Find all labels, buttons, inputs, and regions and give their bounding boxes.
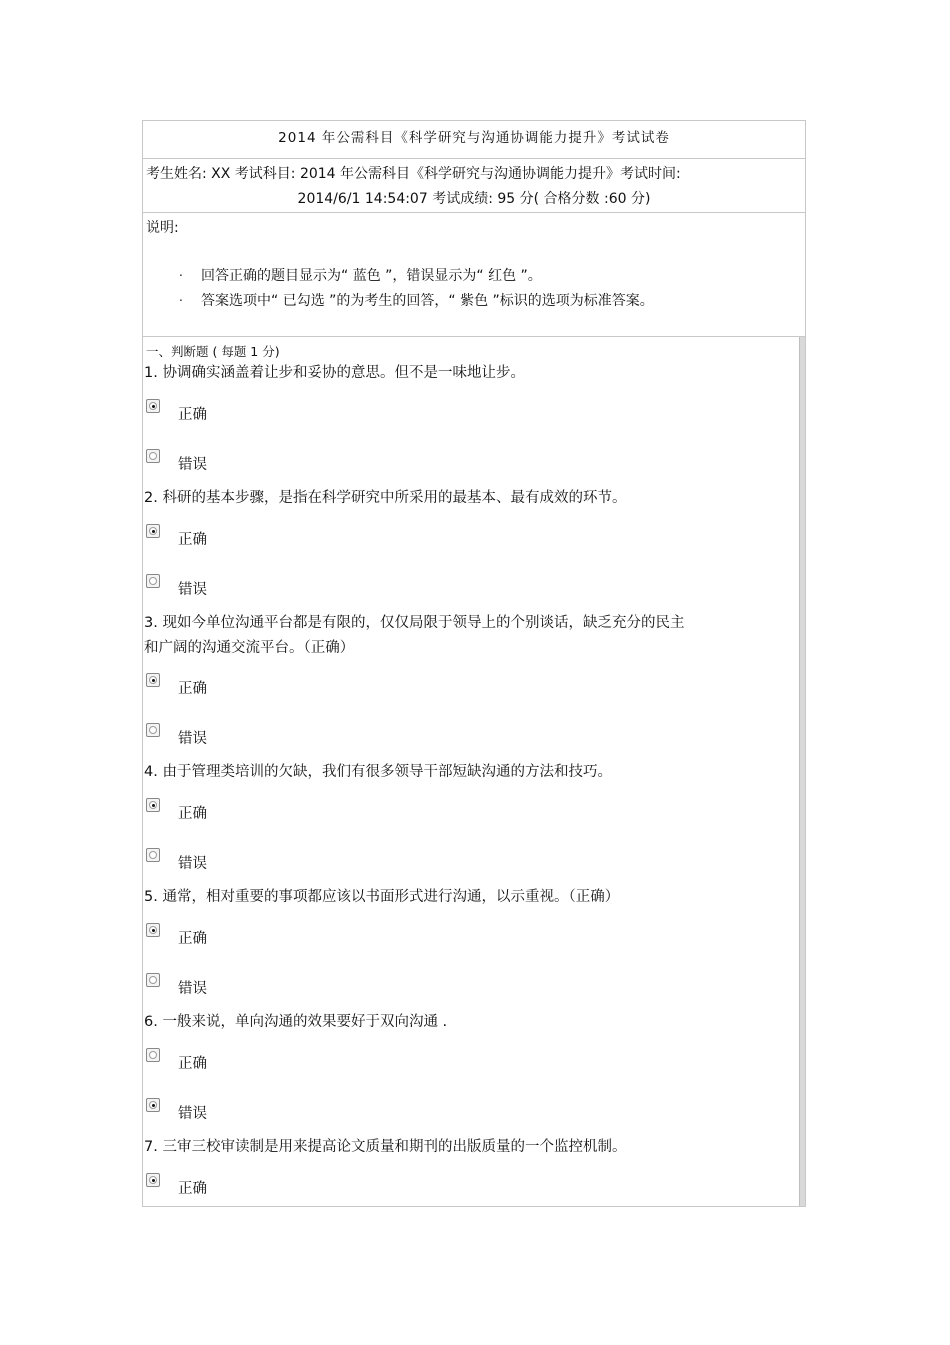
- option-label: 正确: [178, 931, 207, 947]
- option-label: 错误: [178, 582, 207, 598]
- radio-dot: [149, 851, 157, 859]
- radio-dot: [149, 577, 157, 585]
- option-label: 正确: [178, 1181, 207, 1197]
- note-text: 回答正确的题目显示为“ 蓝色 ”，错误显示为“ 红色 ”。: [201, 268, 542, 284]
- question-text: 3. 现如今单位沟通平台都是有限的，仅仅局限于领导上的个别谈话，缺乏充分的民主: [144, 615, 685, 631]
- radio-unchecked[interactable]: [146, 723, 160, 737]
- bullet-dot: .: [179, 265, 183, 279]
- radio-dot: [149, 676, 157, 684]
- exam-info-line2: 2014/6/1 14:54:07 考试成绩: 95 分( 合格分数 :60 分): [297, 191, 651, 207]
- radio-checked[interactable]: [146, 673, 160, 687]
- radio-unchecked[interactable]: [146, 848, 160, 862]
- radio-checked[interactable]: [146, 923, 160, 937]
- option-label: 错误: [178, 457, 207, 473]
- radio-dot: [149, 926, 157, 934]
- radio-dot: [149, 1101, 157, 1109]
- radio-dot: [149, 976, 157, 984]
- radio-unchecked[interactable]: [146, 574, 160, 588]
- radio-dot: [149, 527, 157, 535]
- question-text: 6. 一般来说，单向沟通的效果要好于双向沟通 .: [144, 1014, 448, 1030]
- radio-unchecked[interactable]: [146, 1048, 160, 1062]
- radio-checked[interactable]: [146, 524, 160, 538]
- question-text: 7. 三审三校审读制是用来提高论文质量和期刊的出版质量的一个监控机制。: [144, 1139, 627, 1155]
- radio-dot: [149, 402, 157, 410]
- radio-checked[interactable]: [146, 1098, 160, 1112]
- question-text: 和广阔的沟通交流平台。（正确）: [144, 640, 355, 656]
- radio-dot: [149, 1051, 157, 1059]
- note-text: 答案选项中“ 已勾选 ”的为考生的回答，“ 紫色 ”标识的选项为标准答案。: [201, 293, 654, 309]
- option-label: 正确: [178, 532, 207, 548]
- section-heading: 一、判断题 ( 每题 1 分): [146, 344, 280, 359]
- option-label: 正确: [178, 1056, 207, 1072]
- question-text: 5. 通常，相对重要的事项都应该以书面形式进行沟通，以示重视。（正确）: [144, 889, 620, 905]
- exam-info: [143, 159, 805, 213]
- radio-dot: [149, 452, 157, 460]
- description-label: 说明:: [146, 220, 179, 236]
- exam-frame: [142, 120, 806, 1207]
- radio-dot: [149, 801, 157, 809]
- option-label: 错误: [178, 1106, 207, 1122]
- option-label: 错误: [178, 981, 207, 997]
- radio-unchecked[interactable]: [146, 449, 160, 463]
- bullet-dot: .: [179, 290, 183, 304]
- option-label: 正确: [178, 681, 207, 697]
- radio-unchecked[interactable]: [146, 973, 160, 987]
- note-item: [179, 290, 654, 310]
- option-label: 正确: [178, 407, 207, 423]
- radio-dot: [149, 726, 157, 734]
- radio-checked[interactable]: [146, 798, 160, 812]
- radio-dot: [149, 1176, 157, 1184]
- description-panel: [143, 213, 805, 337]
- question-text: 4. 由于管理类培训的欠缺，我们有很多领导干部短缺沟通的方法和技巧。: [144, 764, 612, 780]
- radio-checked[interactable]: [146, 399, 160, 413]
- question-text: 1. 协调确实涵盖着让步和妥协的意思。但不是一味地让步。: [144, 365, 525, 381]
- exam-info-line1: 考生姓名: XX 考试科目: 2014 年公需科目《科学研究与沟通协调能力提升》考试时间:: [146, 166, 681, 182]
- option-label: 正确: [178, 806, 207, 822]
- question-list[interactable]: [143, 337, 805, 1206]
- option-label: 错误: [178, 856, 207, 872]
- option-label: 错误: [178, 731, 207, 747]
- radio-checked[interactable]: [146, 1173, 160, 1187]
- note-item: [179, 265, 542, 285]
- question-text: 2. 科研的基本步骤，是指在科学研究中所采用的最基本、最有成效的环节。: [144, 490, 627, 506]
- exam-title: 2014 年公需科目《科学研究与沟通协调能力提升》考试试卷: [143, 121, 805, 159]
- scrollbar[interactable]: [799, 337, 805, 1206]
